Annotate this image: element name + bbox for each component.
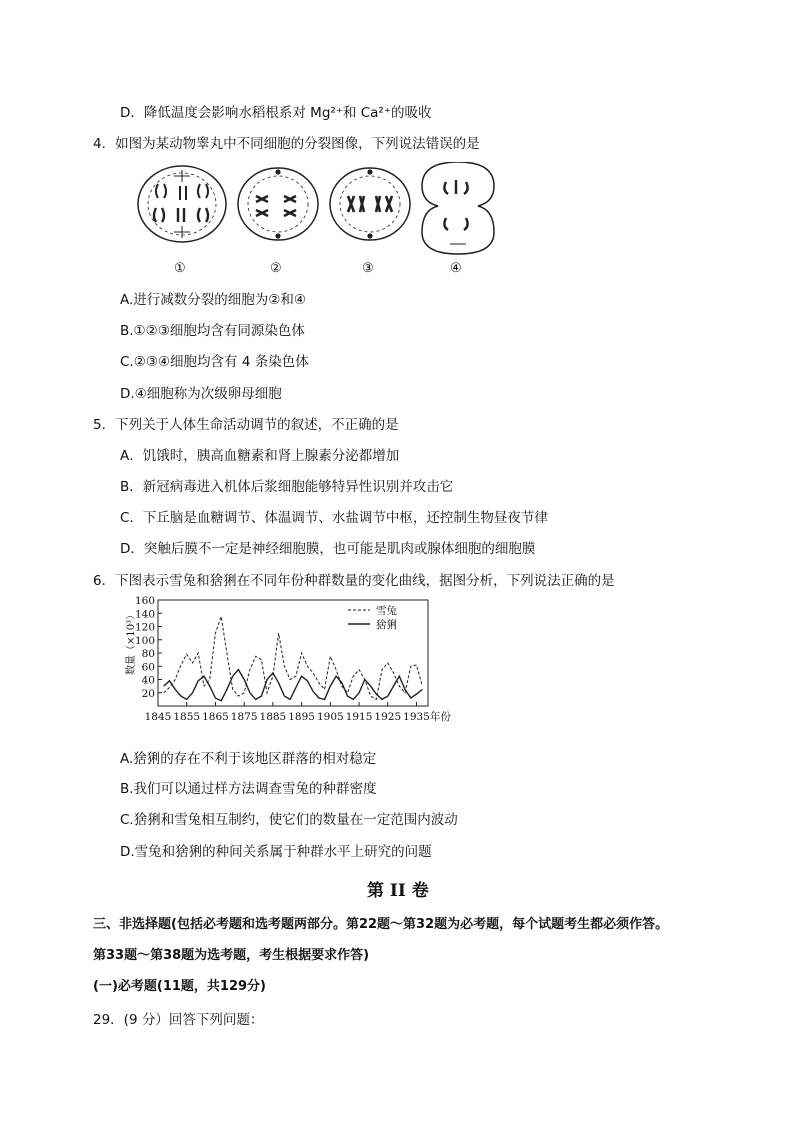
- cell-label-3: ③: [362, 261, 374, 276]
- y-tick-label: 60: [141, 661, 155, 674]
- x-axis-label: 年份: [430, 711, 451, 723]
- cell-2: [238, 168, 318, 240]
- x-tick-label: 1915: [345, 711, 373, 723]
- y-tick-label: 100: [134, 634, 155, 647]
- x-tick-label: 1905: [316, 711, 344, 723]
- q4-option-d: D.④细胞称为次级卵母细胞: [120, 386, 282, 402]
- cell-label-2: ②: [270, 261, 282, 276]
- q4-stem: 4．如图为某动物睾丸中不同细胞的分裂图像，下列说法错误的是: [93, 136, 480, 152]
- q4-option-a: A.进行减数分裂的细胞为②和④: [120, 292, 306, 308]
- y-tick-label: 120: [134, 621, 155, 634]
- q29-stem: 29．(9 分）回答下列问题：: [93, 1012, 264, 1028]
- required-heading: (一)必考题(11题，共129分): [93, 979, 266, 994]
- cell-4: [422, 162, 494, 254]
- q6-option-c: C.猞猁和雪兔相互制约，使它们的数量在一定范围内波动: [120, 812, 458, 828]
- x-tick-label: 1895: [288, 711, 315, 723]
- y-tick-label: 80: [141, 648, 155, 660]
- q4-option-b: B.①②③细胞均含有同源染色体: [120, 323, 305, 339]
- cell-division-figure: [130, 162, 510, 278]
- section-title: 第 II 卷: [367, 881, 429, 901]
- y-tick-label: 20: [141, 687, 155, 700]
- q4-option-c: C.②③④细胞均含有 4 条染色体: [120, 354, 309, 370]
- y-tick-label: 40: [141, 674, 155, 687]
- legend-label-1: 雪兔: [376, 605, 397, 617]
- cell-3: [330, 168, 410, 240]
- series-line-2: [164, 670, 423, 701]
- q5-option-d: D．突触后膜不一定是神经细胞膜，也可能是肌肉或腺体细胞的细胞膜: [120, 541, 536, 557]
- q5-option-a: A．饥饿时，胰高血糖素和肾上腺素分泌都增加: [120, 448, 400, 464]
- q6-option-b: B.我们可以通过样方法调查雪兔的种群密度: [120, 781, 377, 797]
- population-chart: [126, 595, 451, 736]
- q6-option-a: A.猞猁的存在不利于该地区群落的相对稳定: [120, 751, 377, 767]
- x-tick-label: 1875: [230, 711, 258, 723]
- cell-label-1: ①: [174, 261, 186, 276]
- q6-stem: 6．下图表示雪兔和猞猁在不同年份种群数量的变化曲线，据图分析，下列说法正确的是: [93, 573, 615, 589]
- q6-option-d: D.雪兔和猞猁的种间关系属于种群水平上研究的问题: [120, 844, 432, 860]
- q5-stem: 5．下列关于人体生命活动调节的叙述，不正确的是: [93, 417, 399, 433]
- x-tick-label: 1885: [259, 711, 287, 723]
- q5-option-c: C．下丘脑是血糖调节、体温调节、水盐调节中枢，还控制生物昼夜节律: [120, 510, 548, 526]
- x-tick-label: 1925: [374, 711, 402, 723]
- x-tick-label: 1855: [173, 711, 201, 723]
- cell-1: [138, 166, 226, 242]
- y-tick-label: 140: [134, 608, 155, 621]
- y-axis-label: 数量（×10³）: [126, 609, 137, 675]
- section-intro-line2: 第33题～第38题为选考题，考生根据要求作答): [93, 948, 370, 963]
- x-tick-label: 1845: [144, 711, 172, 723]
- q3-option-d: D．降低温度会影响水稻根系对 Mg²⁺和 Ca²⁺的吸收: [120, 105, 432, 121]
- cell-label-4: ④: [450, 261, 462, 276]
- x-tick-label: 1935: [403, 711, 430, 723]
- q5-option-b: B．新冠病毒进入机体后浆细胞能够特异性识别并攻击它: [120, 479, 454, 495]
- legend-label-2: 猞猁: [376, 619, 397, 631]
- y-tick-label: 160: [134, 595, 155, 607]
- section-intro-line1: 三、非选择题(包括必考题和选考题两部分。第22题～第32题为必考题，每个试题考生都必须作答。: [93, 917, 669, 932]
- x-tick-label: 1865: [202, 711, 229, 723]
